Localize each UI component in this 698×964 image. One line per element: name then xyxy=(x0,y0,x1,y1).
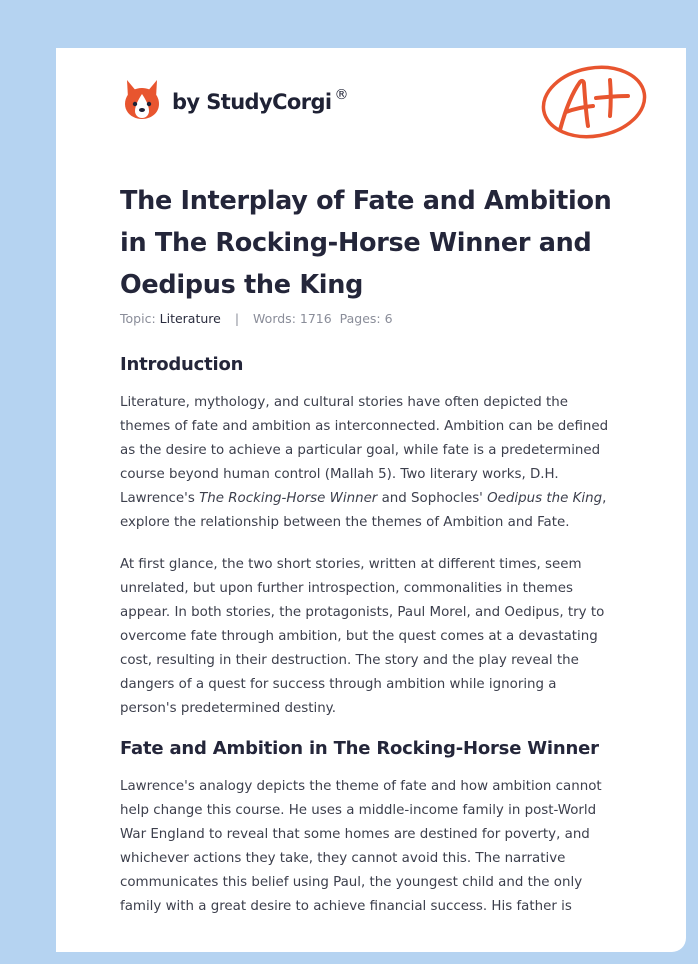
text-line: communicates this belief using Paul, the youngest child and the only xyxy=(120,875,583,890)
text-line: Lawrence's analogy depicts the theme of fate and how ambition cannot xyxy=(120,779,602,794)
text-line: Lawrence's The Rocking-Horse Winner and Sophocles' Oedipus the King, xyxy=(120,491,607,506)
corgi-icon xyxy=(122,76,162,120)
text-line: course beyond human control (Mallah 5). Two literary works, D.H. xyxy=(120,467,559,482)
text-line: explore the relationship between the themes of Ambition and Fate. xyxy=(120,515,570,530)
word-count: Words: 1716 xyxy=(253,311,332,326)
text-line: At first glance, the two short stories, written at different times, seem xyxy=(120,557,582,572)
topic-label: Topic: xyxy=(120,311,156,326)
text-line: whichever actions they take, they cannot avoid this. The narrative xyxy=(120,851,566,866)
text-line: overcome fate through ambition, but the quest comes at a devastating xyxy=(120,629,598,644)
meta-separator: | xyxy=(234,311,240,326)
studycorgi-logo[interactable] xyxy=(122,76,348,120)
text-line: themes of fate and ambition as interconnected. Ambition can be defined xyxy=(120,419,609,434)
text-line: cost, resulting in their destruction. The story and the play reveal the xyxy=(120,653,579,668)
text-line: War England to reveal that some homes are destined for poverty, and xyxy=(120,827,590,842)
registered-mark: ® xyxy=(334,87,348,103)
work-title: Oedipus the King xyxy=(487,491,603,506)
topic-link[interactable]: Literature xyxy=(159,311,221,326)
section-heading-introduction: Introduction xyxy=(120,354,244,375)
text-line: help change this course. He uses a middle-income family in post-World xyxy=(120,803,597,818)
text-line: dangers of a quest for success through ambition while ignoring a xyxy=(120,677,557,692)
text-line: person's predetermined destiny. xyxy=(120,701,336,716)
text-line: as the desire to achieve a particular goal, while fate is a predetermined xyxy=(120,443,601,458)
essay-meta xyxy=(120,311,393,326)
text-line: Literature, mythology, and cultural stories have often depicted the xyxy=(120,395,568,410)
brand-name: by StudyCorgi ® xyxy=(172,87,348,114)
paragraph-intro-2 xyxy=(120,553,632,721)
paragraph-section2-1 xyxy=(120,775,632,919)
paragraph-intro-1 xyxy=(120,391,632,535)
text-line: family with a great desire to achieve financial success. His father is xyxy=(120,899,572,914)
essay-title: The Interplay of Fate and Ambition in The Rocking-Horse Winner and Oedipus the King xyxy=(120,186,612,300)
section-heading-fate-ambition: Fate and Ambition in The Rocking-Horse Winner xyxy=(120,738,599,759)
a-plus-grade-icon xyxy=(538,60,650,148)
text-line: unrelated, but upon further introspection, commonalities in themes xyxy=(120,581,573,596)
essay-page xyxy=(56,48,686,952)
work-title: The Rocking-Horse Winner xyxy=(199,491,378,506)
page-count: Pages: 6 xyxy=(339,311,393,326)
text-line: appear. In both stories, the protagonists, Paul Morel, and Oedipus, try to xyxy=(120,605,605,620)
